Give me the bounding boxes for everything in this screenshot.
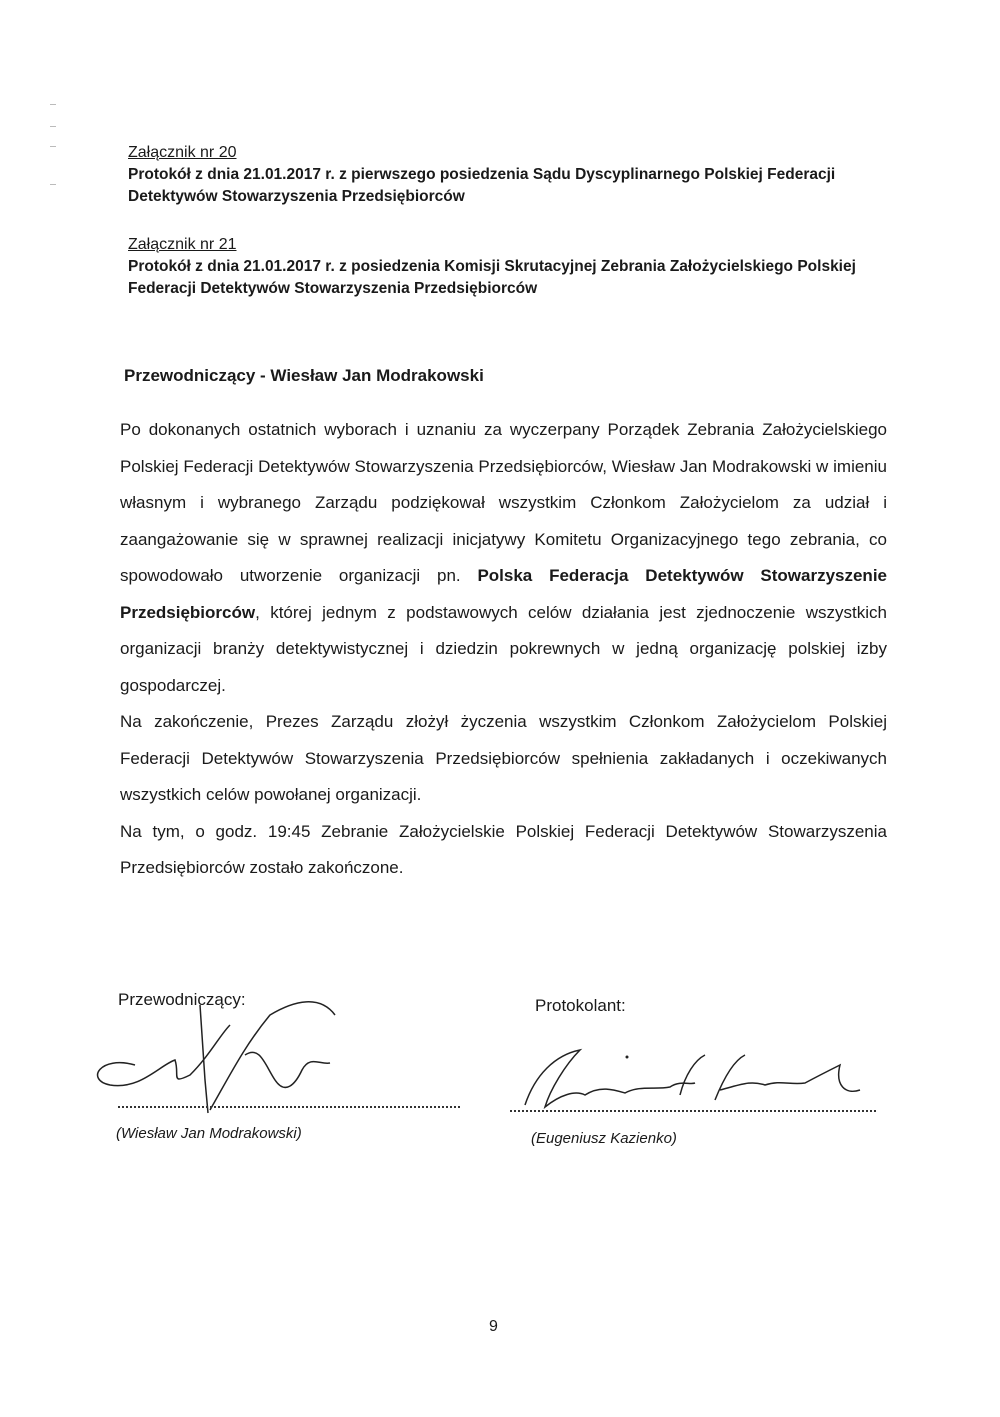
- attachment-20: [128, 142, 898, 208]
- organization-name: Polska Federacja Detektywów Stowarzyszenie Przedsiębiorców: [120, 566, 887, 622]
- chairman-label: Przewodniczący:: [118, 990, 246, 1009]
- signature-line: [118, 1106, 460, 1108]
- paragraph-1: [120, 412, 887, 704]
- margin-mark: [50, 146, 56, 147]
- chairman-name: (Wiesław Jan Modrakowski): [116, 1125, 302, 1142]
- recorder-label: Protokolant:: [535, 996, 626, 1015]
- margin-mark: [50, 126, 56, 127]
- attachment-21: [128, 234, 898, 300]
- attachment-title: Protokół z dnia 21.01.2017 r. z posiedzenia Komisji Skrutacyjnej Zebrania Założycielskiego Polskiej Federacji Detektywów Stowarzyszenia Przedsiębiorców: [128, 258, 856, 297]
- attachment-label: Załącznik nr 20: [128, 144, 237, 161]
- body-text: [120, 412, 887, 887]
- margin-mark: [50, 104, 56, 105]
- paragraph-text: Po dokonanych ostatnich wyborach i uznaniu za wyczerpany Porządek Zebrania Założycielskiego Polskiej Federacji Detektywów Stowarzyszenia Przedsiębiorców, Wiesław Jan Modrakowski w imieniu własnym i wybranego Zarządu podziękował wszystkim Członkom Założycielom za udział i zaangażowanie się w sprawnej realizacji inicjatywy Komitetu Organizacyjnego tego zebrania, co spowodowało utworzenie organizacji pn.: [120, 420, 887, 585]
- paragraph-3: Na tym, o godz. 19:45 Zebranie Założycielskie Polskiej Federacji Detektywów Stowarzyszenia Przedsiębiorców zostało zakończone.: [120, 821, 887, 877]
- page-number: 9: [489, 1318, 498, 1335]
- paragraph-text: , której jednym z podstawowych celów działania jest zjednoczenie wszystkich organizacji branży detektywistycznej i dziedzin pokrewnych w jedną organizację polskiej izby gospodarczej.: [120, 602, 887, 695]
- recorder-name: (Eugeniusz Kazienko): [531, 1130, 677, 1147]
- signature-line: [510, 1110, 876, 1112]
- chairman-signature: [80, 985, 380, 1115]
- recorder-signature: [505, 1035, 865, 1115]
- section-heading: Przewodniczący - Wiesław Jan Modrakowski: [124, 366, 484, 385]
- attachment-label: Załącznik nr 21: [128, 236, 237, 253]
- paragraph-2: Na zakończenie, Prezes Zarządu złożył życzenia wszystkim Członkom Założycielom Polskiej Federacji Detektywów Stowarzyszenia Przedsiębiorców spełnienia zakładanych i oczekiwanych wszystkich celów powołanej organizacji.: [120, 712, 887, 804]
- margin-mark: [50, 184, 56, 185]
- attachment-title: Protokół z dnia 21.01.2017 r. z pierwszego posiedzenia Sądu Dyscyplinarnego Polskiej Federacji Detektywów Stowarzyszenia Przedsiębiorców: [128, 166, 836, 205]
